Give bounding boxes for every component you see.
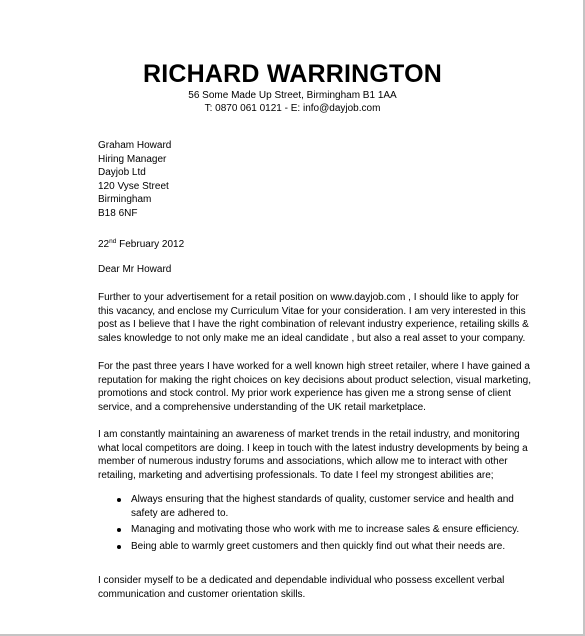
applicant-contact: T: 0870 061 0121 - E: info@dayjob.com — [204, 103, 381, 114]
list-item-line: Managing and motivating those who work with me to increase sales & ensure efficiency. — [131, 524, 520, 536]
paragraph-line: For the past three years I have worked for a well known high street retailer, where I have gained a — [98, 361, 530, 372]
date-rest: February 2012 — [116, 239, 185, 250]
letter-date — [98, 235, 498, 252]
paragraph-line: promotions and stock control. My prior work experience has given me a strong sense of client — [98, 388, 511, 400]
list-item — [98, 493, 514, 520]
list-item — [98, 540, 506, 554]
paragraph-line: what local competitors are doing. I keep in touch with the latest industry developments by being a — [98, 442, 528, 454]
paragraph-line: retailing, marketing and advertising professionals. To date I feel my strongest abilities are; — [98, 469, 494, 481]
salutation: Dear Mr Howard — [98, 264, 172, 275]
paragraph-line: member of numerous industry forums and associations, which allow me to interact with other — [98, 456, 508, 468]
paragraph-line: communication and customer orientation skills. — [98, 588, 306, 600]
recipient-title: Hiring Manager — [98, 153, 167, 165]
paragraph-line: Further to your advertisement for a retail position on www.dayjob.com , I should like to apply for — [98, 292, 519, 303]
paragraph-1 — [98, 291, 529, 345]
date-suffix: nd — [109, 238, 117, 245]
bullet-icon — [117, 498, 121, 502]
paragraph-line: this vacancy, and enclose my Curriculum Vitae for your consideration. I am very interested in this — [98, 305, 526, 317]
recipient-postcode: B18 6NF — [98, 207, 138, 219]
list-item — [98, 523, 520, 537]
bullet-icon — [117, 528, 121, 532]
recipient-block — [98, 139, 498, 221]
list-item-line: Being able to warmly greet customers and then quickly find out what their needs are. — [131, 540, 506, 552]
paragraph-line: I am constantly maintaining an awareness of market trends in the retail industry, and monitoring — [98, 429, 520, 440]
paragraph-line: service, and a comprehensive understanding of the UK retail marketplace. — [98, 401, 426, 413]
paragraph-line: I consider myself to be a dedicated and dependable individual who possess excellent verbal — [98, 575, 505, 586]
applicant-address: 56 Some Made Up Street, Birmingham B1 1AA — [188, 90, 397, 101]
recipient-street: 120 Vyse Street — [98, 180, 169, 192]
recipient-name: Graham Howard — [98, 140, 172, 151]
recipient-city: Birmingham — [98, 194, 152, 206]
paragraph-line: post as I believe that I have the right combination of relevant industry experience, retailing skills & — [98, 319, 529, 331]
abilities-list — [98, 493, 520, 556]
paragraph-3 — [98, 428, 528, 482]
paragraph-line: reputation for making the right choices on key decisions about product selection, visual marketing, — [98, 374, 532, 386]
applicant-name: RICHARD WARRINGTON — [143, 60, 442, 88]
list-item-line: Always ensuring that the highest standards of quality, customer service and health and — [131, 494, 514, 505]
bullet-icon — [117, 545, 121, 549]
paragraph-line: sales knowledge to not only make me an ideal candidate , but also a real asset to your company. — [98, 332, 526, 344]
closing-paragraph — [98, 574, 505, 601]
date-day: 22 — [98, 239, 110, 250]
paragraph-2 — [98, 360, 532, 414]
recipient-company: Dayjob Ltd — [98, 167, 146, 179]
list-item-line: safety are adhered to. — [131, 507, 229, 519]
